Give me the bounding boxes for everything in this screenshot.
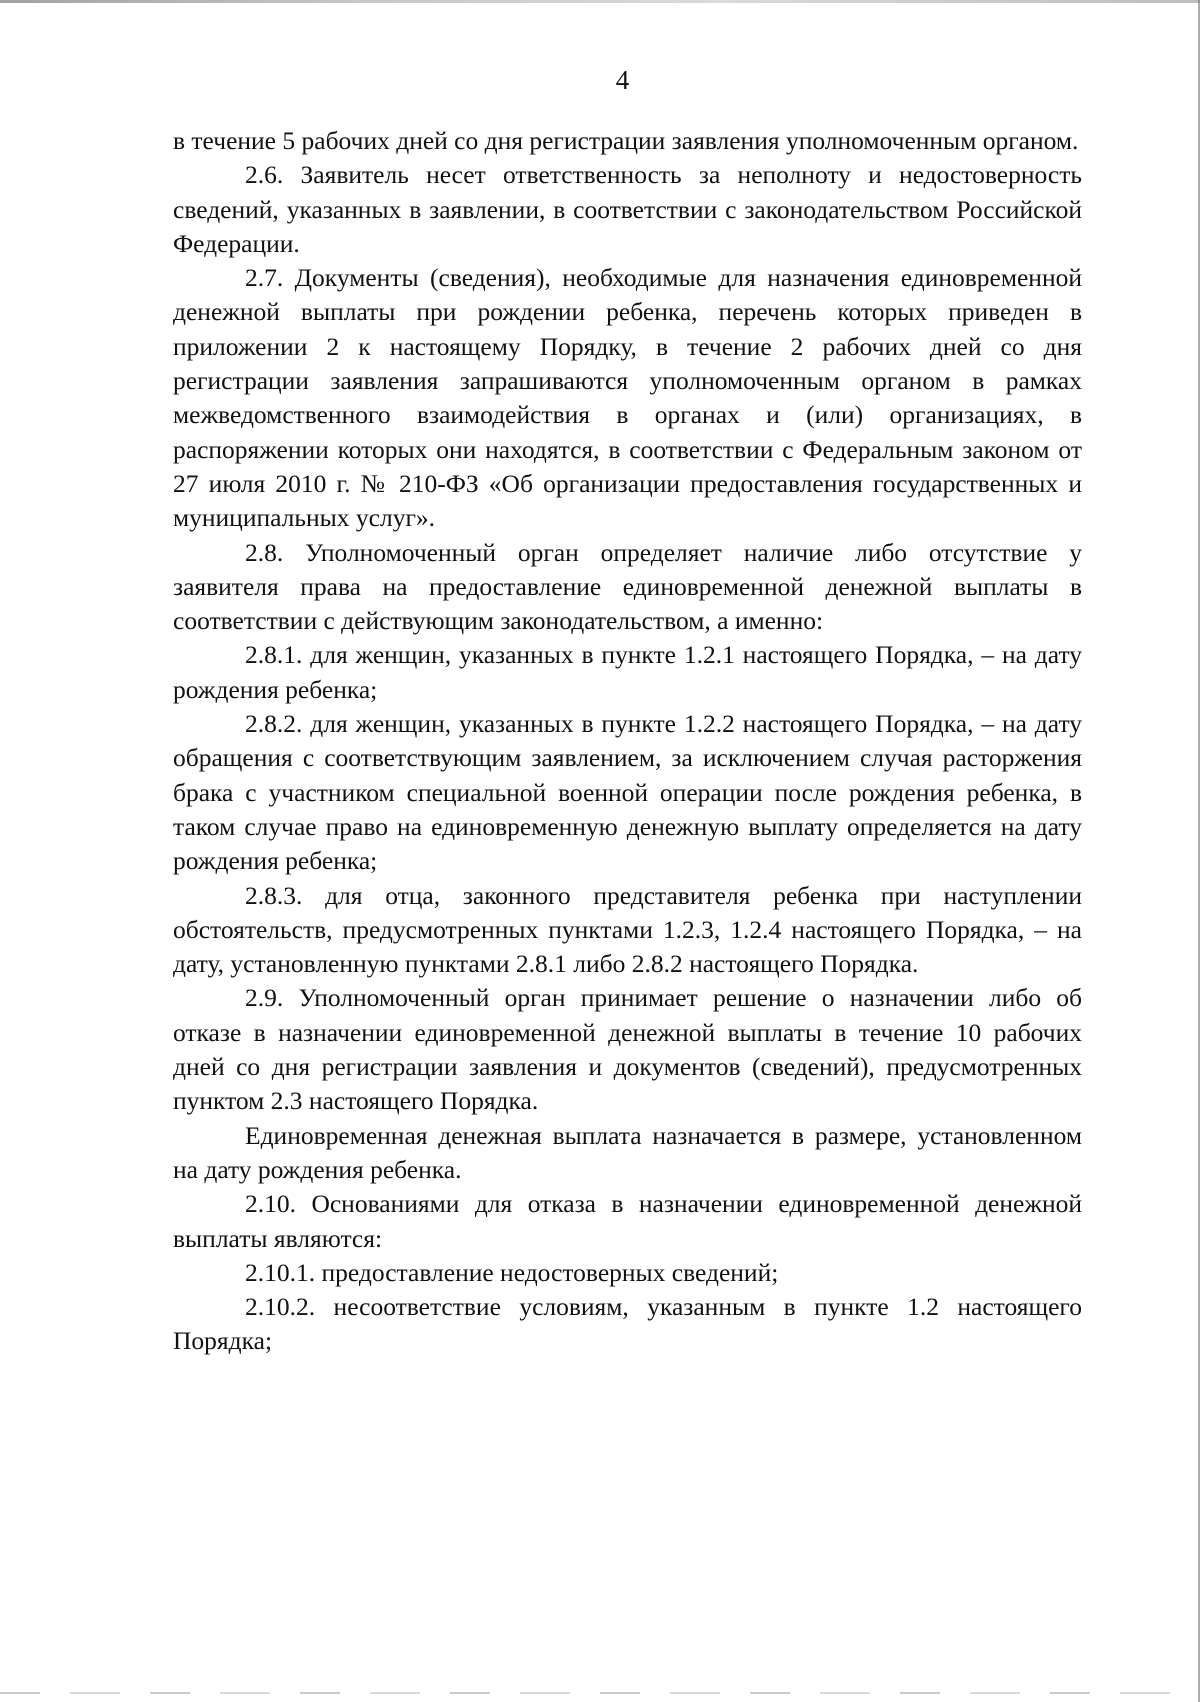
paragraph-2-10-2: 2.10.2. несоответствие условиям, указанным в пункте 1.2 настоящего Порядка; — [173, 1292, 1082, 1356]
paragraph-continuation: в течение 5 рабочих дней со дня регистрации заявления уполномоченным органом. — [173, 126, 1079, 155]
scan-top-edge — [0, 0, 1200, 3]
paragraph-payment-amount: Единовременная денежная выплата назначается в размере, установленном на дату рождения ребенка. — [173, 1120, 1082, 1184]
paragraph-2-8-2: 2.8.2. для женщин, указанных в пункте 1.2.2 настоящего Порядка, – на дату обращения с соответствующим заявлением, за исключением случая расторжения брака с участником специальной военной операции после рождения ребенка, в таком случае право на единовременную денежную выплату определяется на дату рождения ребенка; — [173, 709, 1082, 876]
paragraph-2-7: 2.7. Документы (сведения), необходимые для назначения единовременной денежной выплаты при рождении ребенка, перечень которых приведен в приложении 2 к настоящему Порядку, в течение 2 рабочих дней со дня регистрации заявления запрашиваются уполномоченным органом в рамках межведомственного взаимодействия в органах и (или) организациях, в распоряжении которых они находятся, в соответствии с Федеральным законом от 27 июля 2010 г. № 210-ФЗ «Об организации предоставления государственных и муниципальных услуг». — [173, 263, 1082, 533]
paragraph-2-9: 2.9. Уполномоченный орган принимает решение о назначении либо об отказе в назначении единовременной денежной выплаты в течение 10 рабочих дней со дня регистрации заявления и документов (сведений), предусмотренных пунктом 2.3 настоящего Порядка. — [173, 983, 1082, 1116]
paragraph-2-8-1: 2.8.1. для женщин, указанных в пункте 1.2.1 настоящего Порядка, – на дату рождения ребенка; — [173, 640, 1082, 704]
page-number: 4 — [615, 65, 630, 95]
paragraph-2-6: 2.6. Заявитель несет ответственность за неполноту и недостоверность сведений, указанных в заявлении, в соответствии с законодательством Российской Федерации. — [173, 160, 1082, 258]
scan-bottom-edge — [0, 1692, 1200, 1694]
paragraph-2-8: 2.8. Уполномоченный орган определяет наличие либо отсутствие у заявителя права на предоставление единовременной денежной выплаты в соответствии с действующим законодательством, а именно: — [173, 537, 1082, 636]
document-body — [173, 124, 1082, 1359]
paragraph-2-10-1: 2.10.1. предоставление недостоверных сведений; — [245, 1257, 779, 1287]
paragraph-2-10: 2.10. Основаниями для отказа в назначении единовременной денежной выплаты являются: — [173, 1189, 1082, 1253]
paragraph-2-8-3: 2.8.3. для отца, законного представителя ребенка при наступлении обстоятельств, предусмотренных пунктами 1.2.3, 1.2.4 настоящего Порядка, – на дату, установленную пунктами 2.8.1 либо 2.8.2 настоящего Порядка. — [173, 880, 1082, 979]
